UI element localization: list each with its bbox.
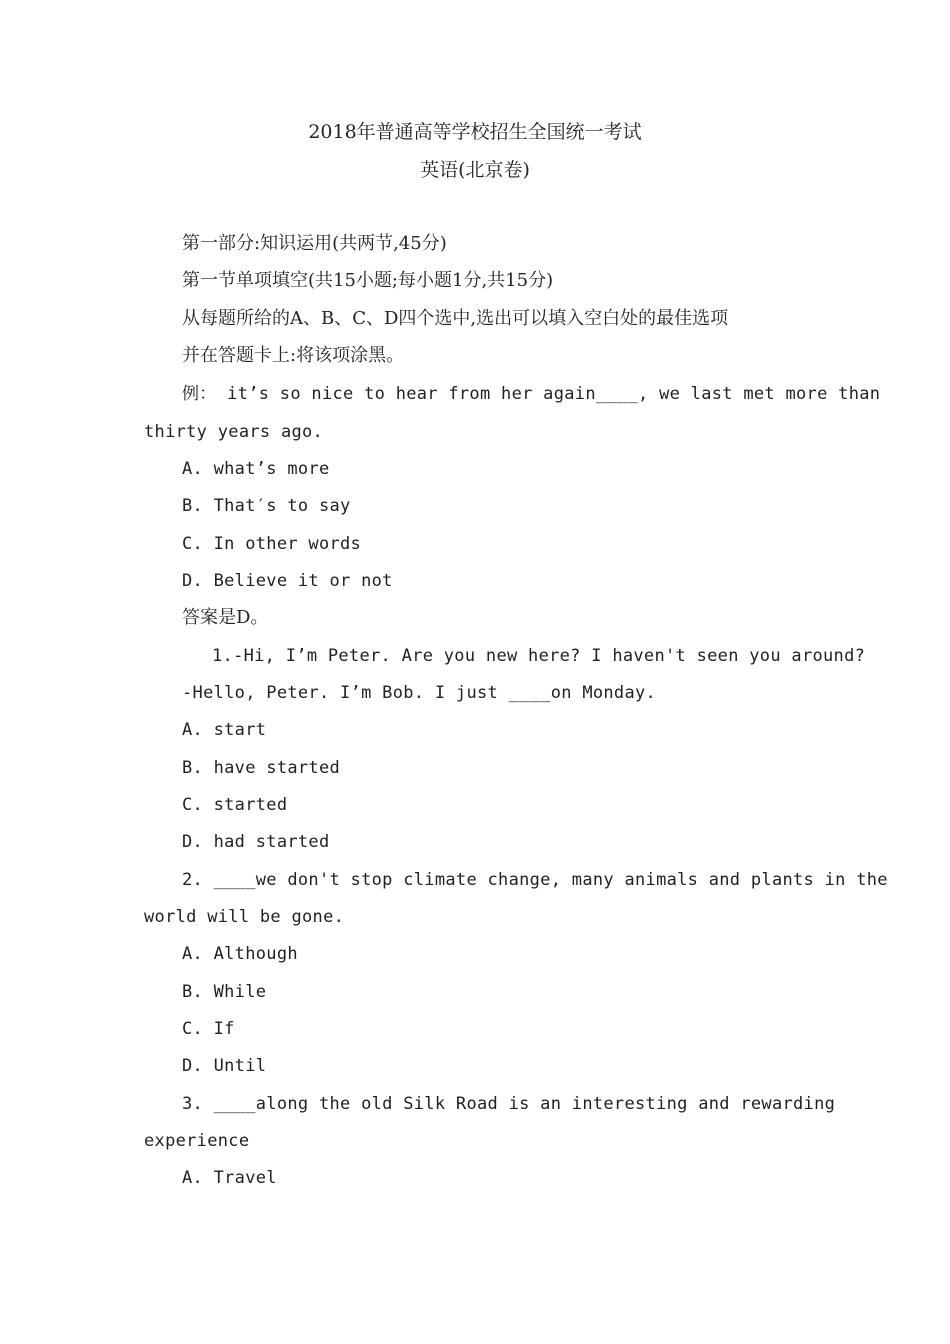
part-heading: 第一部分:知识运用(共两节,45分): [182, 233, 447, 254]
question-2-option-c: C. If: [182, 1019, 235, 1039]
example-answer: 答案是D。: [182, 607, 269, 628]
instruction-line-2: 并在答题卡上:将该项涂黑。: [182, 345, 405, 366]
question-2-option-b: B. While: [182, 982, 267, 1002]
example-prompt-line-1: 例： it’s so nice to hear from her again____, we last met more than: [182, 384, 881, 404]
example-option-a: A. what’s more: [182, 459, 330, 479]
question-3-option-a: A. Travel: [182, 1168, 277, 1188]
question-3-line-2: experience: [144, 1131, 250, 1151]
example-prompt-line-2: thirty years ago.: [144, 422, 324, 442]
question-2-option-d: D. Until: [182, 1056, 267, 1076]
section-heading: 第一节单项填空(共15小题;每小题1分,共15分): [182, 270, 554, 291]
question-1-line-1: 1.-Hi, I’m Peter. Are you new here? I haven't seen you around?: [212, 646, 866, 666]
question-1-option-a: A. start: [182, 720, 267, 740]
question-1-option-d: D. had started: [182, 832, 330, 852]
question-2-line-1: 2. ____we don't stop climate change, many animals and plants in the: [182, 870, 888, 890]
document-title: 2018年普通高等学校招生全国统一考试: [308, 121, 642, 143]
example-option-c: C. In other words: [182, 534, 362, 554]
question-2-option-a: A. Although: [182, 944, 298, 964]
question-3-line-1: 3. ____along the old Silk Road is an interesting and rewarding: [182, 1094, 836, 1114]
example-option-b: B. That′s to say: [182, 496, 351, 516]
question-2-line-2: world will be gone.: [144, 907, 345, 927]
example-option-d: D. Believe it or not: [182, 571, 393, 591]
question-1-option-b: B. have started: [182, 758, 341, 778]
question-1-line-2: -Hello, Peter. I’m Bob. I just ____on Monday.: [182, 683, 657, 703]
document-subtitle: 英语(北京卷): [420, 159, 530, 181]
instruction-line-1: 从每题所给的A、B、C、D四个选中,选出可以填入空白处的最佳选项: [182, 308, 729, 329]
question-1-option-c: C. started: [182, 795, 288, 815]
